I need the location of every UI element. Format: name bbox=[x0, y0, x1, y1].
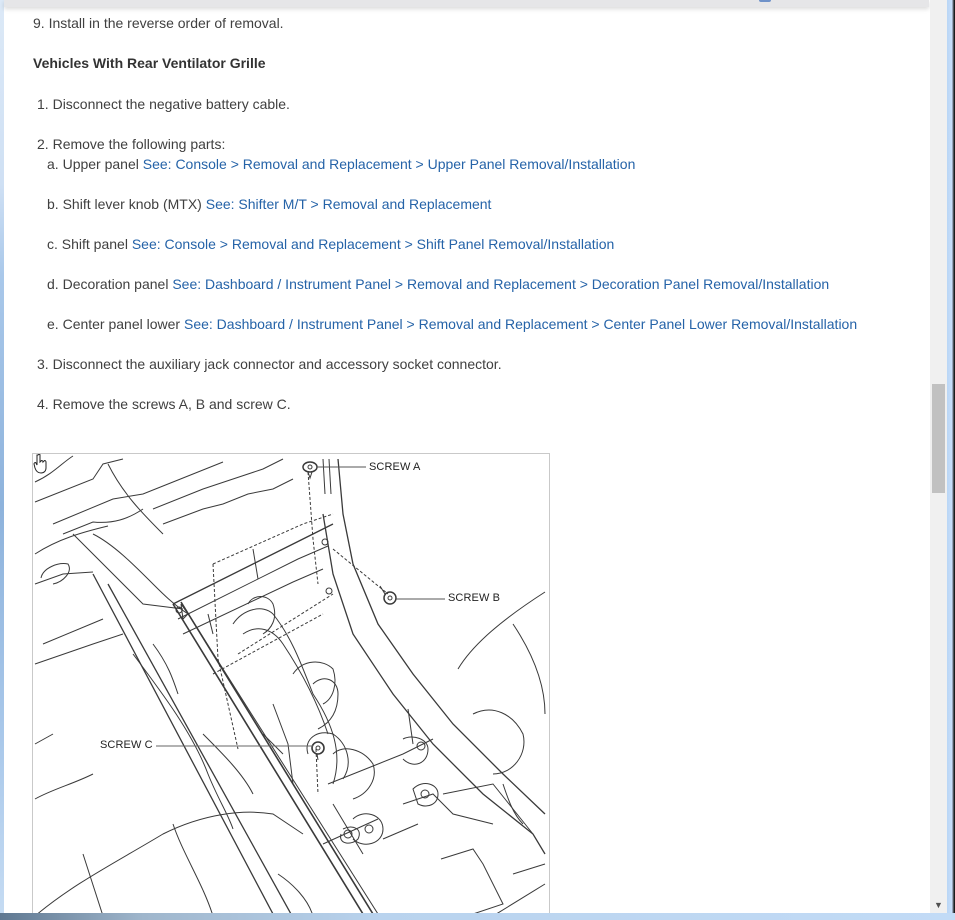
vertical-scrollbar[interactable] bbox=[930, 0, 947, 913]
link-shift-panel[interactable]: See: Console > Removal and Replacement > Shift Panel Removal/Installation bbox=[131, 236, 615, 252]
step-text: Install in the reverse order of removal. bbox=[48, 15, 284, 31]
step-number: 3. bbox=[37, 356, 49, 372]
sub-step-text: Shift panel bbox=[61, 236, 128, 252]
sub-step-letter: d. bbox=[47, 276, 59, 292]
callout-screw-a: SCREW A bbox=[369, 461, 421, 473]
callout-screw-c: SCREW C bbox=[100, 739, 153, 751]
sub-step-text: Decoration panel bbox=[62, 276, 169, 292]
link-center-panel-lower[interactable]: See: Dashboard / Instrument Panel > Removal and Replacement > Center Panel Lower Removal/Installation bbox=[183, 316, 858, 332]
sub-step-text: Center panel lower bbox=[62, 316, 181, 332]
header-accent bbox=[759, 0, 771, 2]
sub-step-c bbox=[47, 235, 614, 253]
window-frame-bottom bbox=[0, 913, 955, 920]
step-text: Remove the screws A, B and screw C. bbox=[52, 396, 291, 412]
section-heading: Vehicles With Rear Ventilator Grille bbox=[33, 55, 266, 71]
scroll-down-button[interactable] bbox=[930, 896, 947, 913]
step-number: 1. bbox=[37, 96, 49, 112]
link-shift-lever-knob[interactable]: See: Shifter M/T > Removal and Replacement bbox=[205, 196, 492, 212]
sub-step-text: Shift lever knob (MTX) bbox=[62, 196, 202, 212]
link-upper-panel[interactable]: See: Console > Removal and Replacement > Upper Panel Removal/Installation bbox=[142, 156, 636, 172]
sub-step-letter: c. bbox=[47, 236, 58, 252]
sub-step-a bbox=[47, 155, 635, 173]
step-text: Disconnect the auxiliary jack connector and accessory socket connector. bbox=[52, 356, 502, 372]
step-text: Remove the following parts: bbox=[52, 136, 226, 152]
diagram-linework bbox=[33, 454, 549, 913]
sub-step-text: Upper panel bbox=[62, 156, 139, 172]
console-screw-diagram bbox=[32, 453, 550, 913]
step-2 bbox=[37, 135, 225, 153]
step-number: 2. bbox=[37, 136, 49, 152]
step-1 bbox=[37, 95, 290, 113]
step-number: 9. bbox=[33, 15, 45, 31]
sub-step-b bbox=[47, 195, 491, 213]
window-frame-right bbox=[947, 0, 955, 920]
sub-step-letter: e. bbox=[47, 316, 59, 332]
step-9 bbox=[33, 14, 284, 32]
link-decoration-panel[interactable]: See: Dashboard / Instrument Panel > Removal and Replacement > Decoration Panel Removal/Installation bbox=[172, 276, 830, 292]
sub-step-letter: a. bbox=[47, 156, 59, 172]
step-4 bbox=[37, 395, 291, 413]
header-bar bbox=[4, 0, 929, 7]
hand-cursor-icon bbox=[33, 454, 49, 474]
callout-screw-b: SCREW B bbox=[448, 592, 501, 604]
step-3 bbox=[37, 355, 502, 373]
sub-step-e bbox=[47, 315, 857, 333]
sub-step-letter: b. bbox=[47, 196, 59, 212]
step-text: Disconnect the negative battery cable. bbox=[52, 96, 290, 112]
arrow-down-icon: ▼ bbox=[934, 899, 943, 910]
step-number: 4. bbox=[37, 396, 49, 412]
sub-step-d bbox=[47, 275, 829, 293]
document-content bbox=[4, 7, 930, 913]
scroll-thumb[interactable] bbox=[932, 384, 945, 493]
